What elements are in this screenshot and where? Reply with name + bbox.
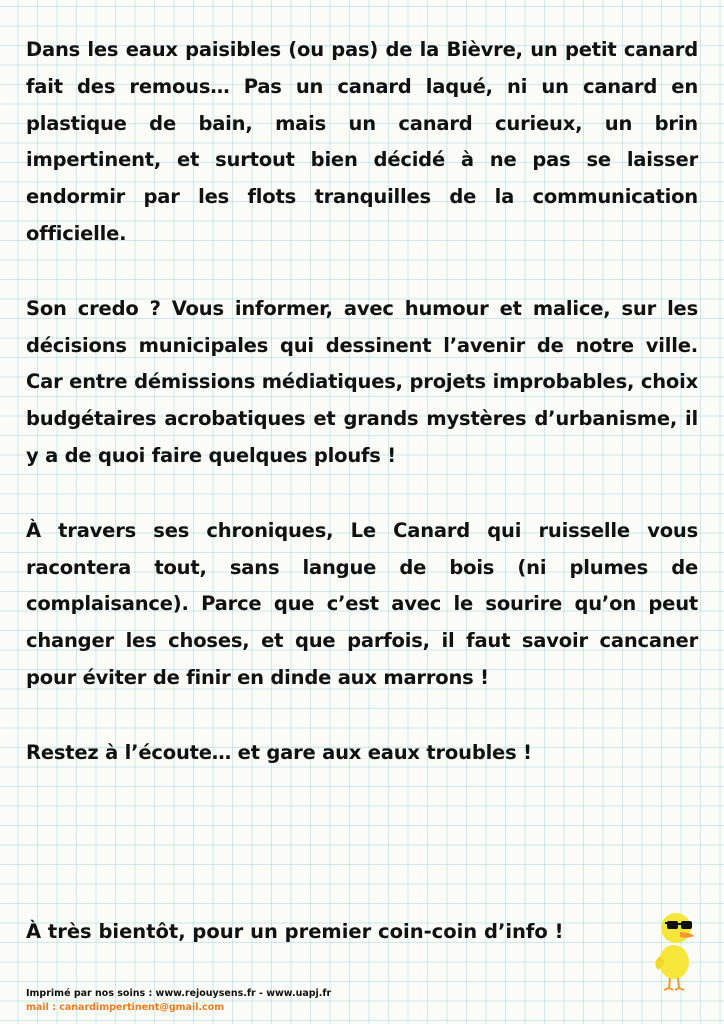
footer (26, 987, 331, 1015)
closing-line: À très bientôt, pour un premier coin-coin d’info ! (26, 920, 564, 943)
letter-body (26, 32, 698, 810)
paragraph-ecoute: Restez à l’écoute… et gare aux eaux troubles ! (26, 740, 532, 764)
footer-printed-by: Imprimé par nos soins : www.rejouysens.fr - www.uapj.fr (26, 988, 332, 999)
duck-with-sunglasses-icon (650, 904, 698, 996)
paragraph-credo: Son credo ? Vous informer, avec humour et malice, sur les décisions municipales qui dessinent l’avenir de notre ville. Car entre démissions médiatiques, projets improbables, choix budgétaires acrobatiques et grands mystères d’urbanisme, il y a de quoi faire quelques ploufs ! (26, 296, 698, 467)
paragraph-chroniques: À travers ses chroniques, Le Canard qui ruisselle vous racontera tout, sans langue de bois (ni plumes de complaisance). Parce que c’est avec le sourire qu’on peut changer les choses, et que parfois, il faut savoir cancaner pour éviter de finir en dinde aux marrons ! (26, 518, 698, 689)
paragraph-intro: Dans les eaux paisibles (ou pas) de la Bièvre, un petit canard fait des remous… Pas un canard laqué, ni un canard en plastique de bain, mais un canard curieux, un brin impertinent, et surtout bien décidé à ne pas se laisser endormir par les flots tranquilles de la communication officielle. (26, 38, 698, 245)
footer-mail: mail : canardimpertinent@gmail.com (26, 1002, 225, 1013)
